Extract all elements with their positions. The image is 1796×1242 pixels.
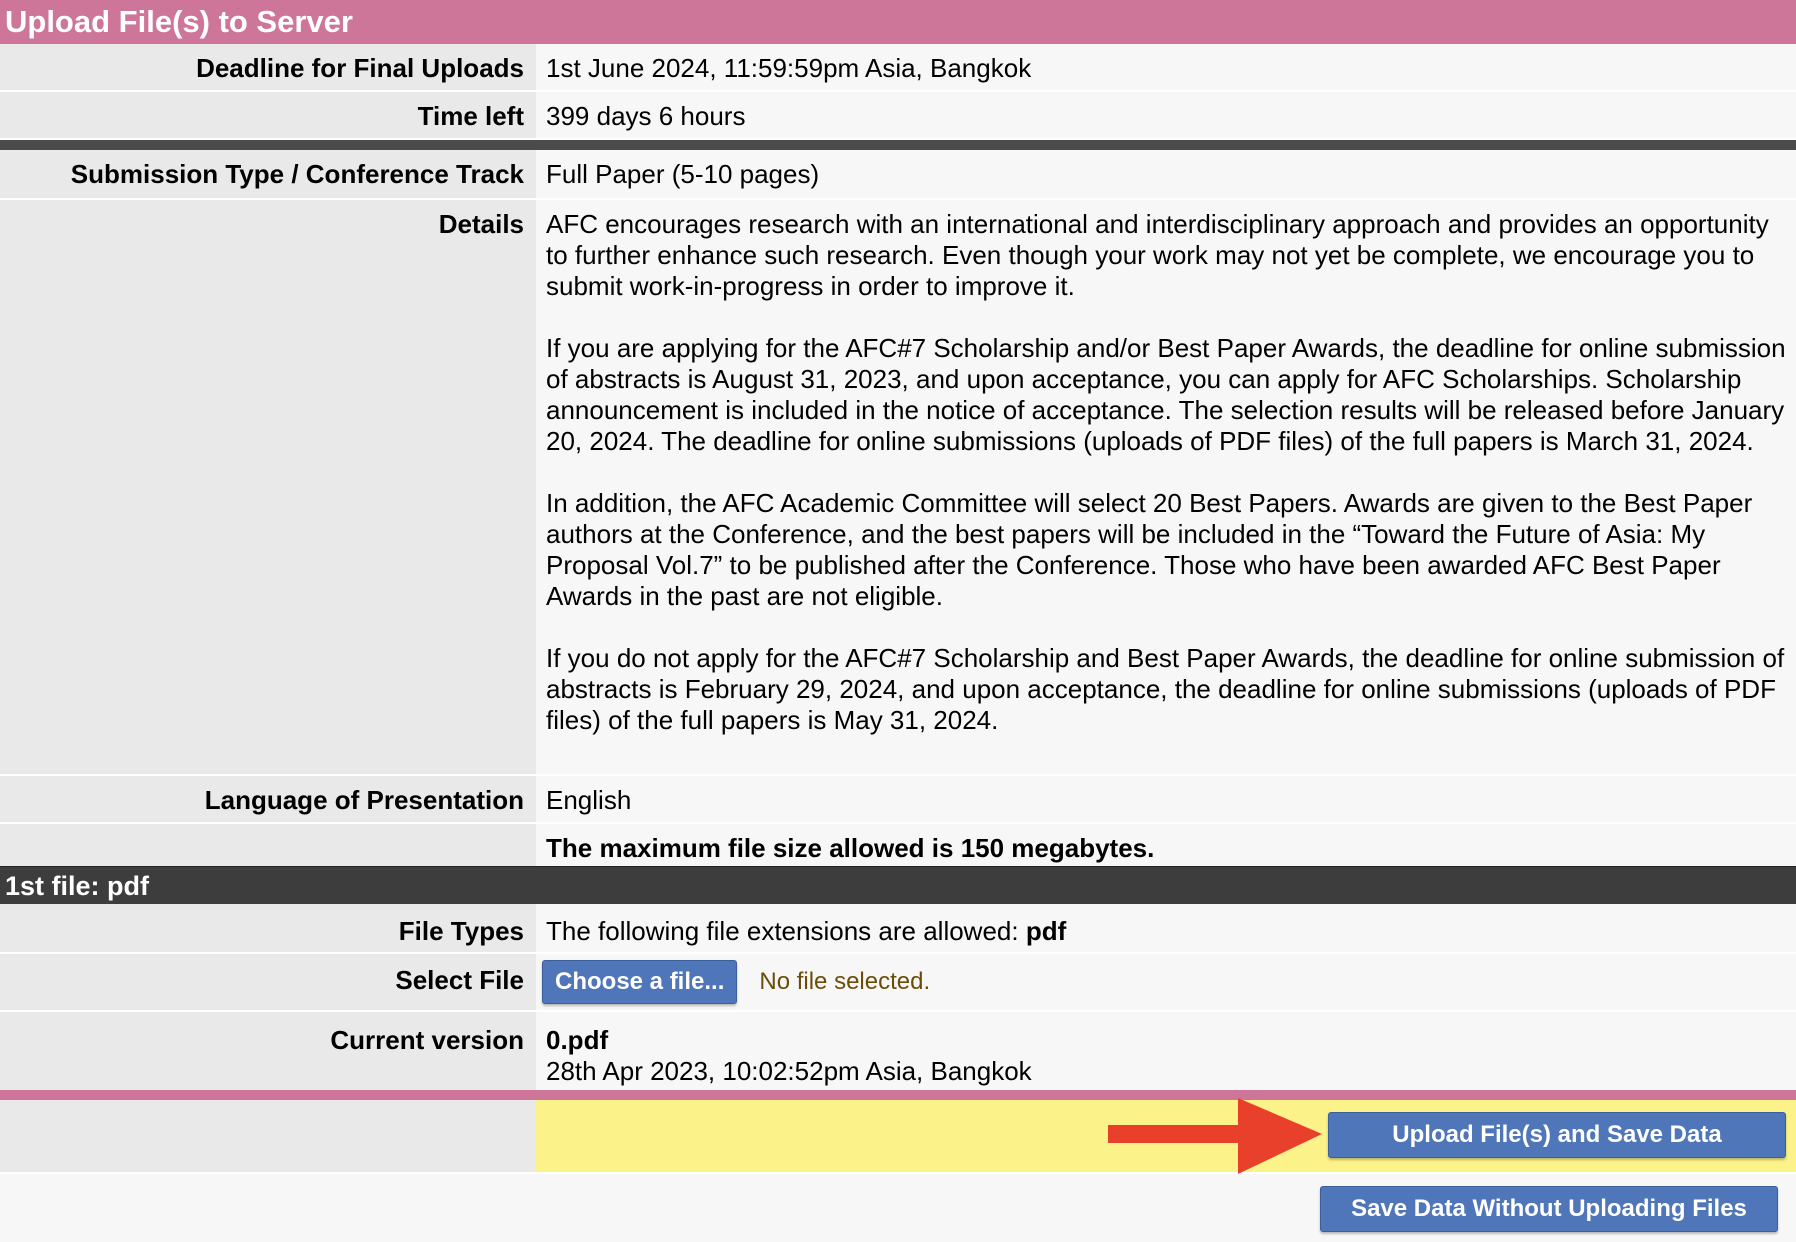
file-types-text: The following file extensions are allowed:	[546, 916, 1026, 946]
upload-highlight	[536, 1100, 1796, 1172]
file-types-ext: pdf	[1025, 916, 1067, 946]
submission-type-label: Submission Type / Conference Track	[0, 150, 536, 198]
save-without-upload-button[interactable]: Save Data Without Uploading Files	[1320, 1186, 1778, 1232]
time-left-row	[0, 92, 1796, 140]
divider	[0, 1090, 1796, 1100]
current-version-row	[0, 1012, 1796, 1090]
language-value: English	[536, 776, 1796, 822]
time-left-label: Time left	[0, 92, 536, 138]
current-file-date: 28th Apr 2023, 10:02:52pm Asia, Bangkok	[546, 1056, 1032, 1086]
submission-type-value: Full Paper (5-10 pages)	[536, 150, 1796, 198]
current-version-value	[536, 1012, 1796, 1090]
file-types-label: File Types	[0, 904, 536, 952]
details-label: Details	[0, 200, 536, 774]
language-label: Language of Presentation	[0, 776, 536, 822]
select-file-row	[0, 954, 1796, 1012]
max-size-label-cell	[0, 824, 536, 866]
deadline-value: 1st June 2024, 11:59:59pm Asia, Bangkok	[536, 44, 1796, 90]
details-row	[0, 200, 1796, 776]
select-file-label: Select File	[0, 954, 536, 1010]
time-left-value: 399 days 6 hours	[536, 92, 1796, 138]
deadline-label: Deadline for Final Uploads	[0, 44, 536, 90]
current-version-label: Current version	[0, 1012, 536, 1090]
language-row	[0, 776, 1796, 824]
details-paragraph: If you are applying for the AFC#7 Scholarship and/or Best Paper Awards, the deadline for online submission of abstracts is August 31, 2023, and upon acceptance, you can apply for AFC Scholarships. Scholarship announcement is included in the notice of acceptance. The selection results will be released before January 20, 2024. The deadline for online submissions (uploads of PDF files) of the full papers is March 31, 2024.	[546, 333, 1786, 456]
current-file-name[interactable]: 0.pdf	[546, 1025, 609, 1055]
upload-row	[0, 1100, 1796, 1174]
page-title: Upload File(s) to Server	[0, 0, 1796, 44]
upload-and-save-button[interactable]: Upload File(s) and Save Data	[1328, 1112, 1786, 1158]
choose-file-button[interactable]: Choose a file...	[542, 960, 737, 1004]
file-section-header: 1st file: pdf	[0, 866, 1796, 904]
deadline-row	[0, 44, 1796, 92]
details-paragraph: AFC encourages research with an international and interdisciplinary approach and provides an opportunity to further enhance such research. Even though your work may not yet be complete, we encourage you to submit work-in-progress in order to improve it.	[546, 209, 1769, 301]
submission-type-row	[0, 150, 1796, 200]
select-file-value	[536, 954, 1796, 1010]
red-arrow-right-icon	[1108, 1098, 1322, 1174]
file-types-value	[536, 904, 1796, 952]
details-paragraph: If you do not apply for the AFC#7 Scholarship and Best Paper Awards, the deadline for online submission of abstracts is February 29, 2024, and upon acceptance, the deadline for online submissions (uploads of PDF files) of the full papers is May 31, 2024.	[546, 643, 1785, 735]
upload-label-cell	[0, 1100, 536, 1172]
no-file-text: No file selected.	[759, 968, 931, 995]
file-types-row	[0, 904, 1796, 954]
max-size-row	[0, 824, 1796, 866]
details-paragraph: In addition, the AFC Academic Committee will select 20 Best Papers. Awards are given to the Best Paper authors at the Conference, and the best papers will be included in the “Toward the Future of Asia: My Proposal Vol.7” to be published after the Conference. Those who have been awarded AFC Best Paper Awards in the past are not eligible.	[546, 488, 1753, 611]
details-text	[536, 200, 1796, 774]
max-size-text: The maximum file size allowed is 150 megabytes.	[536, 824, 1796, 866]
divider	[0, 140, 1796, 150]
